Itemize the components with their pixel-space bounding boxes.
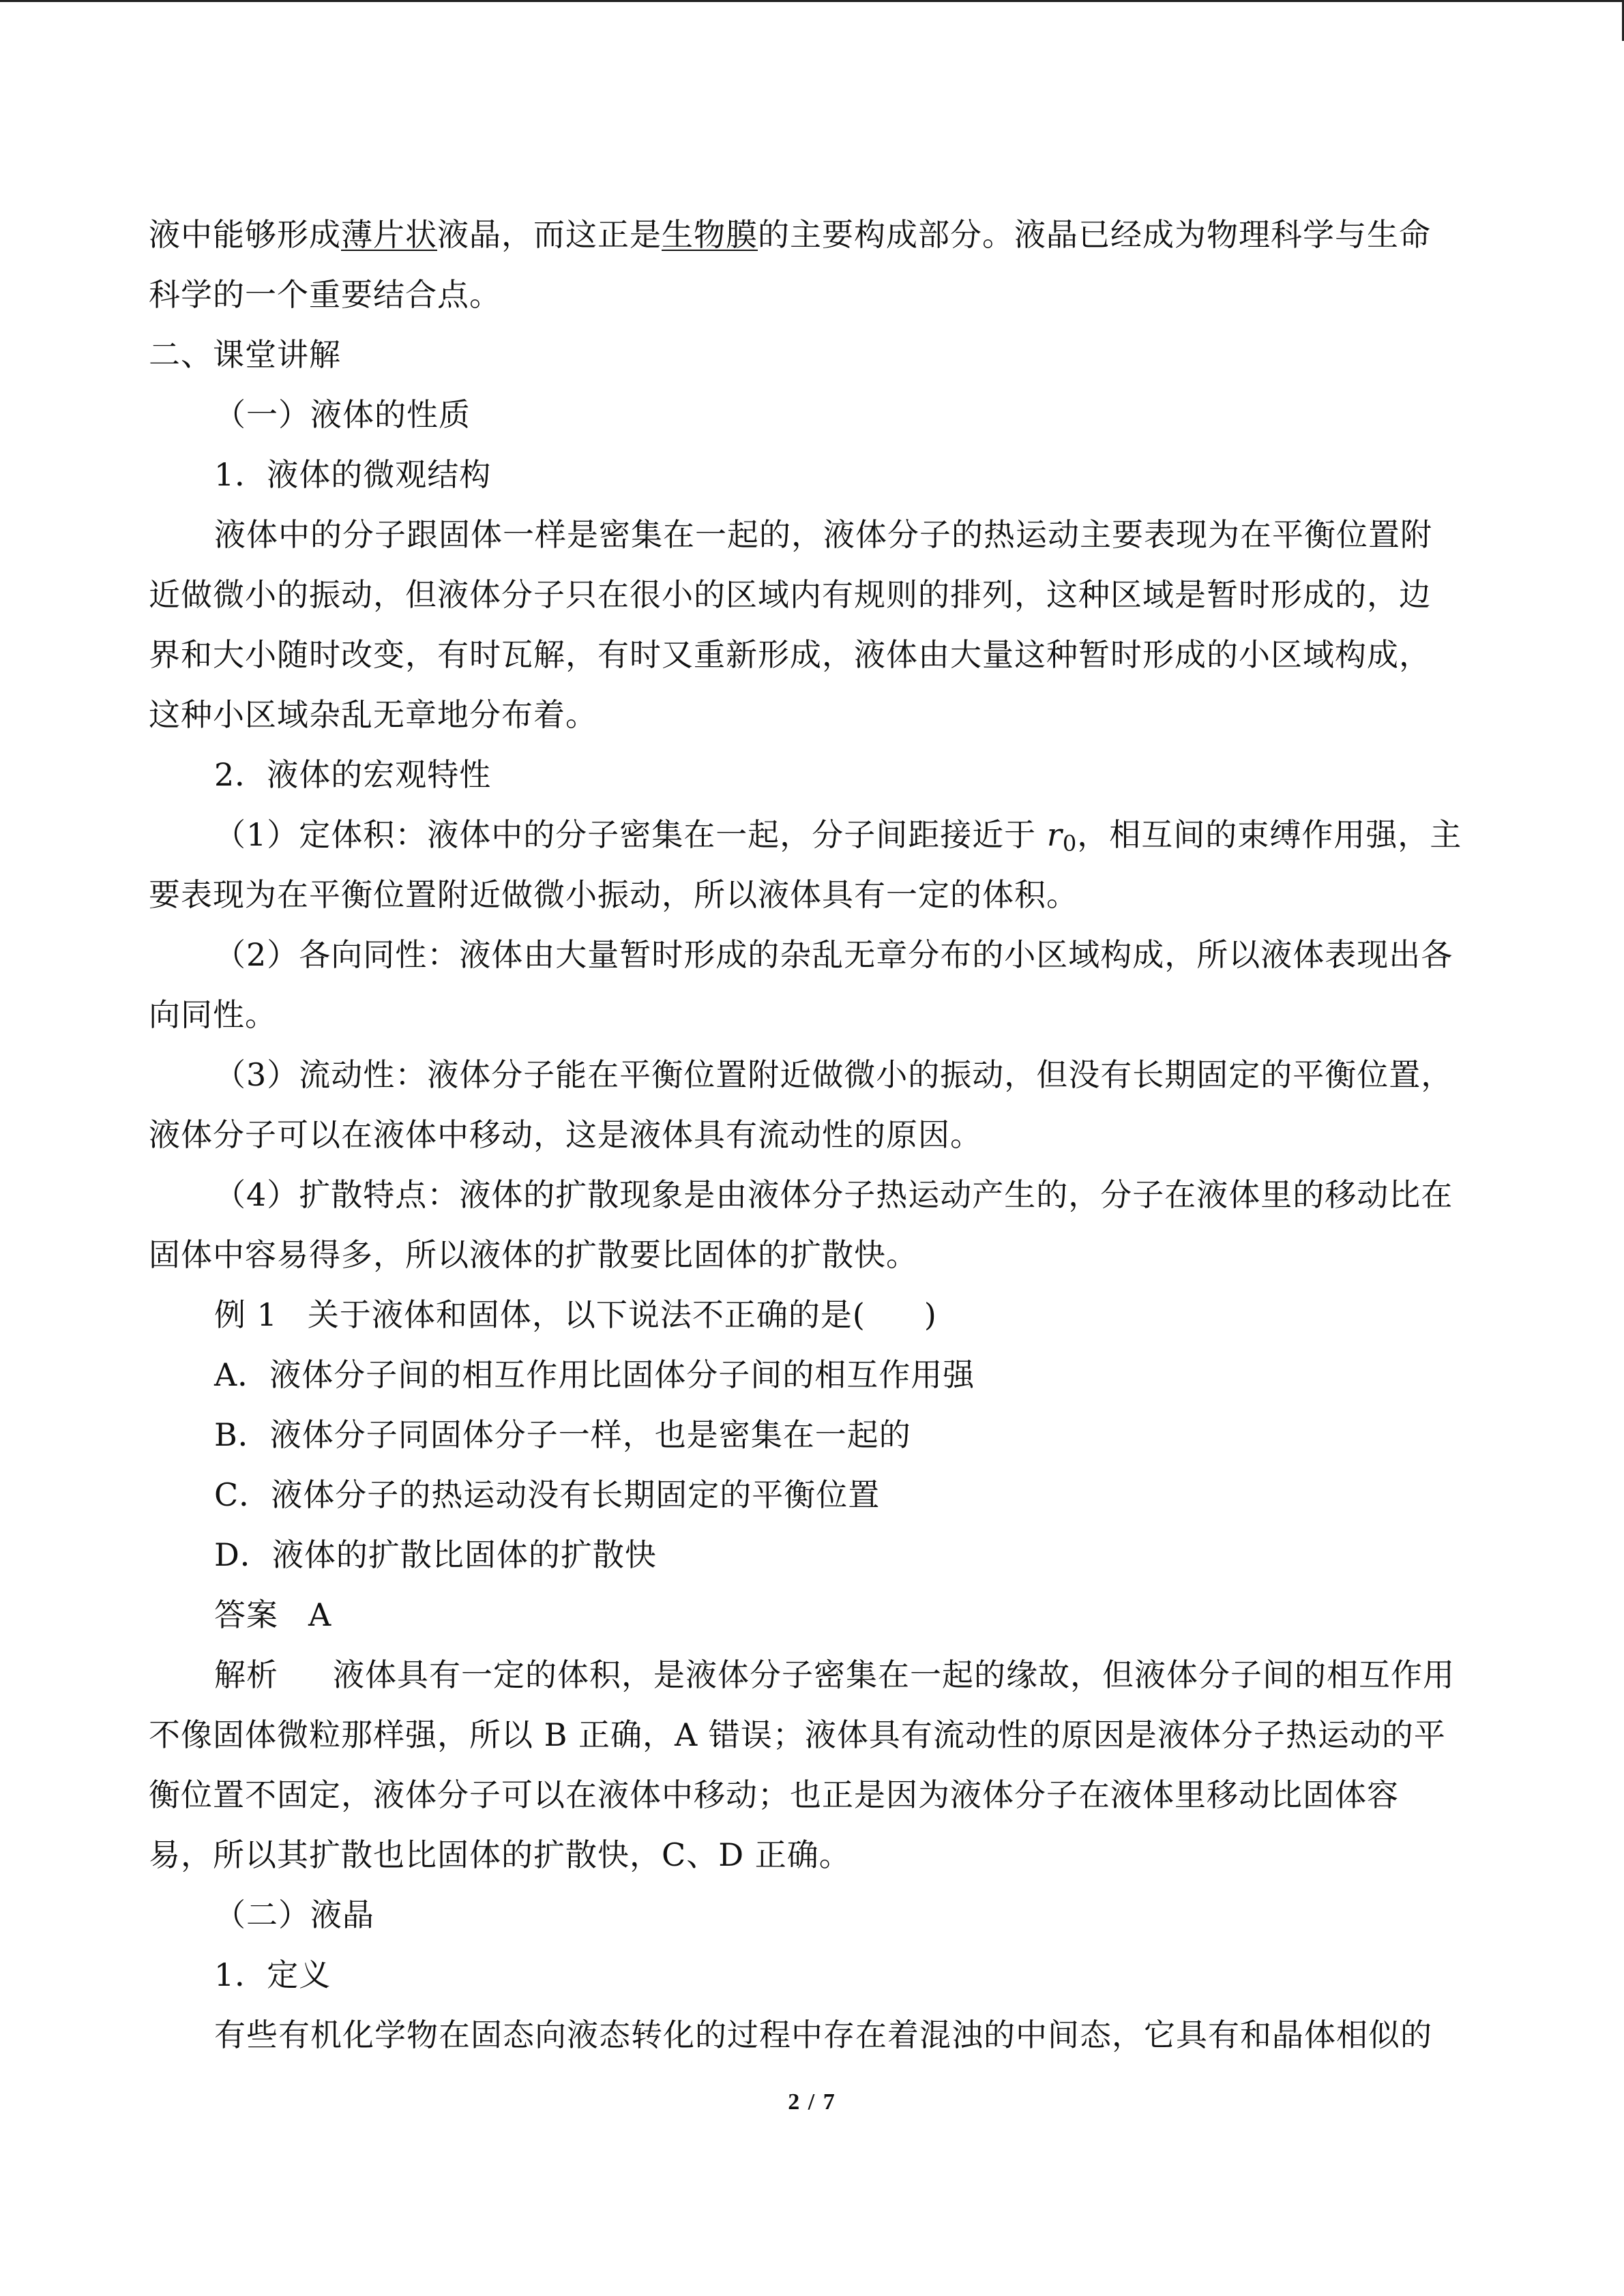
- property-4-line-2: 固体中容易得多，所以液体的扩散要比固体的扩散快。: [149, 1236, 918, 1273]
- analysis-line-1: [149, 1645, 1479, 1705]
- property-4-line-1: （4）扩散特点：液体的扩散现象是由液体分子热运动产生的，分子在液体里的移动比在: [214, 1176, 1453, 1213]
- intro-text: 液中能够形成: [149, 216, 341, 253]
- definition-line-1: 有些有机化学物在固态向液态转化的过程中存在着混浊的中间态，它具有和晶体相似的: [214, 2016, 1432, 2053]
- paragraph-line: 近做微小的振动，但液体分子只在很小的区域内有规则的排列，这种区域是暂时形成的，边: [149, 576, 1431, 613]
- math-subscript: 0: [1062, 831, 1078, 856]
- intro-line-2: 科学的一个重要结合点。: [149, 276, 501, 313]
- property-2-line-2: 向同性。: [149, 996, 277, 1033]
- page-number: 2 / 7: [788, 2089, 836, 2115]
- property-text: ，相互间的束缚作用强，主: [1077, 816, 1462, 853]
- underlined-term-thin-sheet: 薄片状: [341, 216, 437, 253]
- item-heading-macro-properties: 2．液体的宏观特性: [214, 756, 492, 793]
- property-3-line-1: （3）流动性：液体分子能在平衡位置附近做微小的振动，但没有长期固定的平衡位置，: [214, 1056, 1453, 1093]
- analysis-label: 解析: [214, 1656, 278, 1693]
- answer-value: A: [308, 1596, 332, 1633]
- answer-line: [149, 1585, 1479, 1645]
- answer-label: 答案: [214, 1596, 278, 1633]
- property-1-line-1: [149, 805, 1479, 865]
- item-heading-definition: 1．定义: [214, 1956, 331, 1993]
- property-1-line-2: 要表现为在平衡位置附近做微小振动，所以液体具有一定的体积。: [149, 876, 1078, 913]
- intro-line-1: [149, 205, 1479, 265]
- option-d: D．液体的扩散比固体的扩散快: [214, 1536, 657, 1573]
- underlined-term-biomembrane: 生物膜: [662, 216, 758, 253]
- math-variable-r: r: [1046, 816, 1063, 853]
- analysis-line: 不像固体微粒那样强，所以 B 正确，A 错误；液体具有流动性的原因是液体分子热运动的平: [149, 1716, 1446, 1753]
- intro-text: 液晶，而这正是: [437, 216, 662, 253]
- section-heading: 二、课堂讲解: [149, 336, 341, 373]
- example-label: 例 1: [214, 1296, 278, 1333]
- option-c: C．液体分子的热运动没有长期固定的平衡位置: [214, 1476, 881, 1513]
- subsection-heading-liquid-properties: （一）液体的性质: [214, 396, 471, 433]
- property-2-line-1: （2）各向同性：液体由大量暂时形成的杂乱无章分布的小区域构成，所以液体表现出各: [214, 936, 1453, 973]
- paragraph-line: 界和大小随时改变，有时瓦解，有时又重新形成，液体由大量这种暂时形成的小区域构成，: [149, 636, 1431, 673]
- property-text: （1）定体积：液体中的分子密集在一起，分子间距接近于: [214, 816, 1037, 853]
- paragraph-line: 液体中的分子跟固体一样是密集在一起的，液体分子的热运动主要表现为在平衡位置附: [214, 516, 1432, 553]
- example-paren-close: ): [924, 1296, 937, 1333]
- option-a: A．液体分子间的相互作用比固体分子间的相互作用强: [214, 1356, 975, 1393]
- example-question-text: 关于液体和固体，以下说法不正确的是(: [307, 1296, 866, 1333]
- intro-text: 的主要构成部分。液晶已经成为物理科学与生命: [758, 216, 1431, 253]
- paragraph-line: 这种小区域杂乱无章地分布着。: [149, 696, 597, 733]
- analysis-text: 液体具有一定的体积，是液体分子密集在一起的缘故，但液体分子间的相互作用: [333, 1656, 1455, 1693]
- subsection-heading-liquid-crystal: （二）液晶: [214, 1896, 374, 1933]
- example-question: [149, 1285, 1479, 1345]
- analysis-line: 易，所以其扩散也比固体的扩散快，C、D 正确。: [149, 1836, 851, 1873]
- analysis-line: 衡位置不固定，液体分子可以在液体中移动；也正是因为液体分子在液体里移动比固体容: [149, 1776, 1399, 1813]
- document-body: [149, 205, 1479, 2065]
- item-heading-microstructure: 1．液体的微观结构: [214, 456, 492, 493]
- top-border-line: [0, 0, 1624, 2]
- option-b: B．液体分子同固体分子一样，也是密集在一起的: [214, 1416, 911, 1453]
- property-3-line-2: 液体分子可以在液体中移动，这是液体具有流动性的原因。: [149, 1116, 982, 1153]
